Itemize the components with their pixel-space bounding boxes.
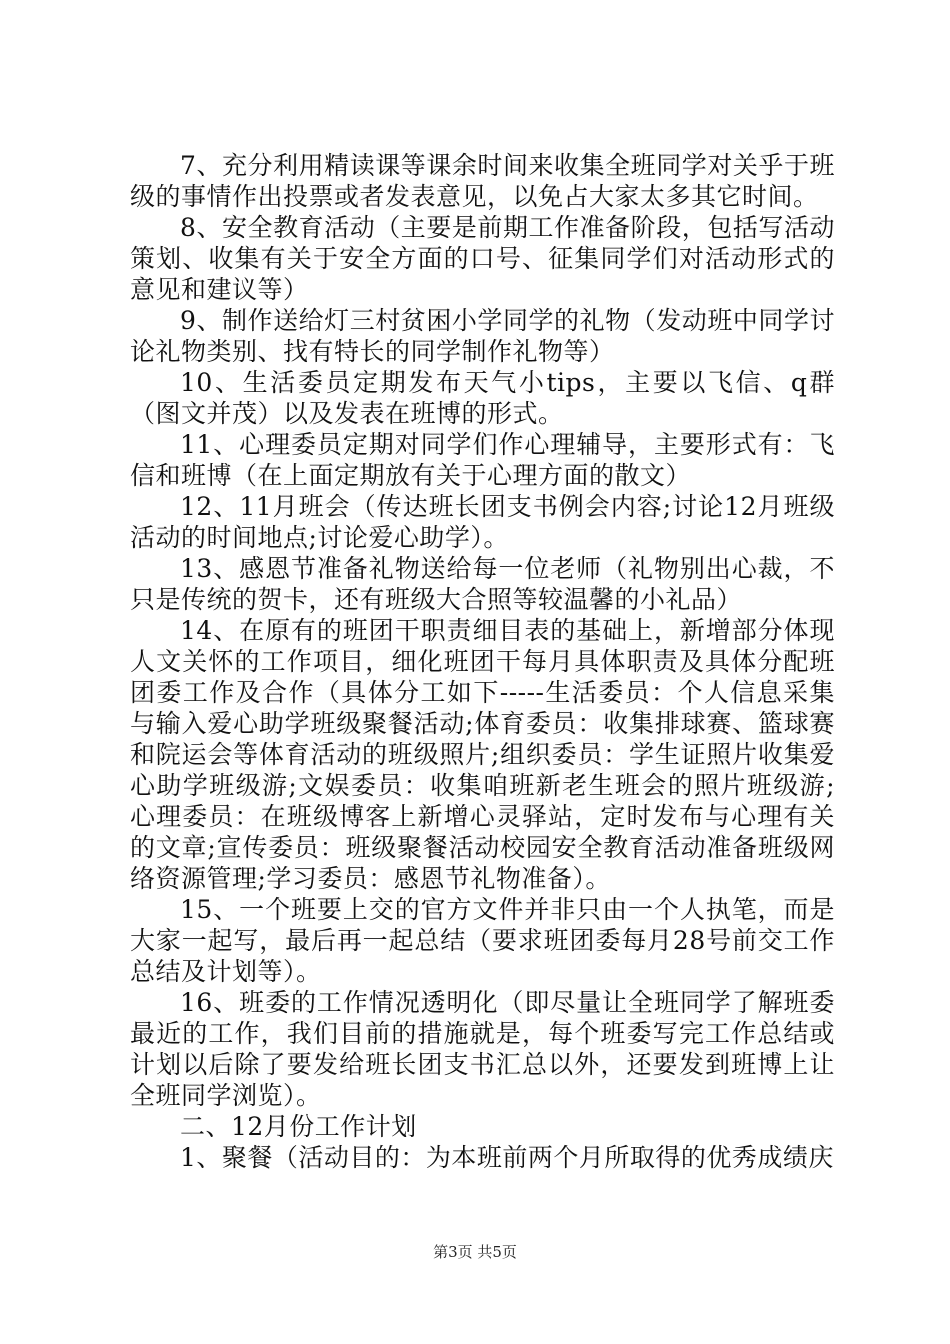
paragraph-item-12: 12、11月班会（传达班长团支书例会内容;讨论12月班级活动的时间地点;讨论爱心助学）。: [130, 492, 835, 552]
paragraph-item-7: 7、充分利用精读课等课余时间来收集全班同学对关乎于班级的事情作出投票或者发表意见，以免占大家太多其它时间。: [130, 151, 835, 211]
paragraph-item-13: 13、感恩节准备礼物送给每一位老师（礼物别出心裁，不只是传统的贺卡，还有班级大合照等较温馨的小礼品）: [130, 554, 835, 614]
paragraph-item-10: 10、生活委员定期发布天气小tips，主要以飞信、q群（图文并茂）以及发表在班博的形式。: [130, 368, 835, 428]
paragraph-item-15: 15、一个班要上交的官方文件并非只由一个人执笔，而是大家一起写，最后再一起总结（要求班团委每月28号前交工作总结及计划等）。: [130, 895, 835, 986]
page-number-footer: 第3页 共5页: [433, 1243, 517, 1261]
paragraph-item-december-1: 1、聚餐（活动目的：为本班前两个月所取得的优秀成绩庆: [180, 1143, 834, 1172]
section-heading: 二、12月份工作计划: [180, 1112, 417, 1141]
document-body: [130, 150, 835, 1173]
paragraph-item-11: 11、心理委员定期对同学们作心理辅导，主要形式有：飞信和班博（在上面定期放有关于心理方面的散文）: [130, 430, 835, 490]
paragraph-item-8: 8、安全教育活动（主要是前期工作准备阶段，包括写活动策划、收集有关于安全方面的口号、征集同学们对活动形式的意见和建议等）: [130, 213, 835, 304]
paragraph-item-9: 9、制作送给灯三村贫困小学同学的礼物（发动班中同学讨论礼物类别、找有特长的同学制作礼物等）: [130, 306, 835, 366]
paragraph-item-14: 14、在原有的班团干职责细目表的基础上，新增部分体现人文关怀的工作项目，细化班团干每月具体职责及具体分配班团委工作及合作（具体分工如下-----生活委员：个人信息采集与输入爱心助学班级聚餐活动;体育委员：收集排球赛、篮球赛和院运会等体育活动的班级照片;组织委员：学生证照片收集爱心助学班级游;文娱委员：收集咱班新老生班会的照片班级游;心理委员：在班级博客上新增心灵驿站，定时发布与心理有关的文章;宣传委员：班级聚餐活动校园安全教育活动准备班级网络资源管理;学习委员：感恩节礼物准备）。: [130, 616, 835, 893]
paragraph-item-16: 16、班委的工作情况透明化（即尽量让全班同学了解班委最近的工作，我们目前的措施就是，每个班委写完工作总结或计划以后除了要发给班长团支书汇总以外，还要发到班博上让全班同学浏览）。: [130, 988, 835, 1110]
